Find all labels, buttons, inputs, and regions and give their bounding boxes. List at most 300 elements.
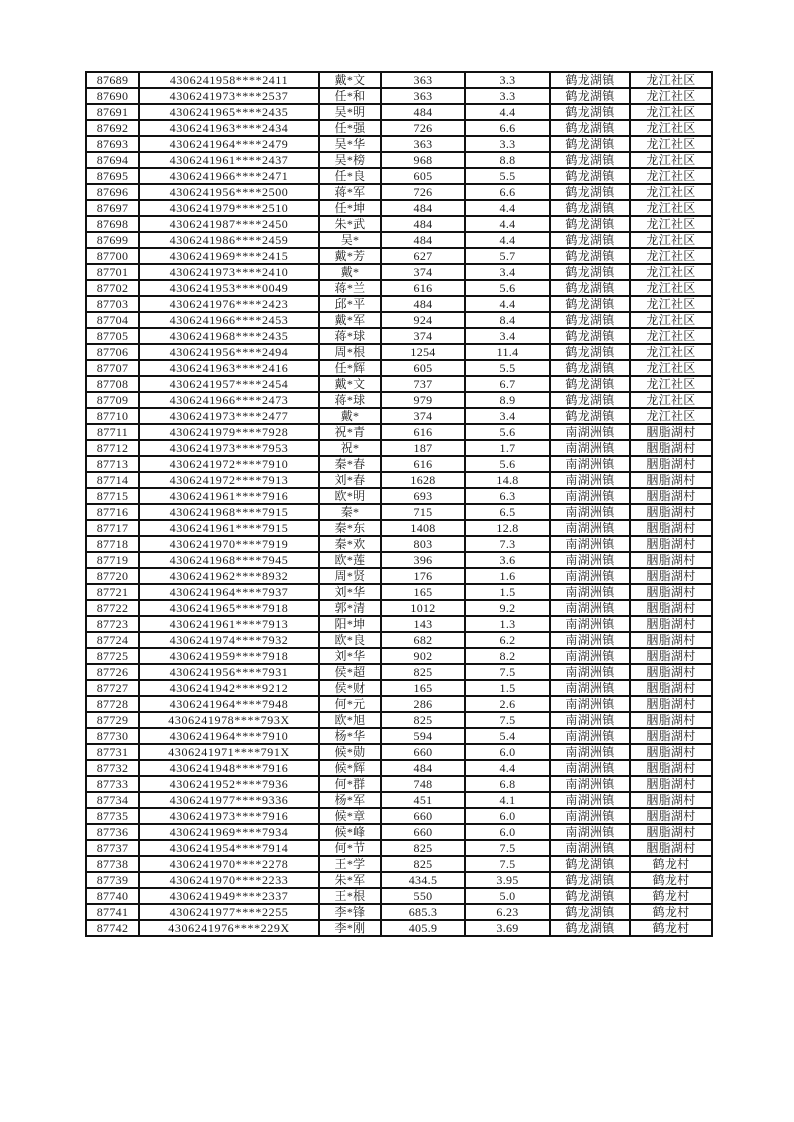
cell-town: 南湖洲镇 — [550, 664, 630, 680]
cell-town: 鹤龙湖镇 — [550, 184, 630, 200]
cell-town: 鹤龙湖镇 — [550, 376, 630, 392]
cell-id-number: 4306241956****2500 — [139, 184, 319, 200]
cell-amount: 176 — [381, 568, 465, 584]
cell-amount: 484 — [381, 216, 465, 232]
cell-town: 南湖洲镇 — [550, 440, 630, 456]
cell-rate: 3.4 — [465, 408, 550, 424]
table-row — [86, 344, 712, 360]
table-row — [86, 232, 712, 248]
cell-amount: 825 — [381, 712, 465, 728]
cell-rate: 4.4 — [465, 200, 550, 216]
cell-name: 吴*明 — [319, 104, 381, 120]
cell-amount: 286 — [381, 696, 465, 712]
cell-id-number: 4306241959****7918 — [139, 648, 319, 664]
cell-name: 戴* — [319, 408, 381, 424]
cell-id-number: 4306241971****791X — [139, 744, 319, 760]
cell-rate: 6.6 — [465, 120, 550, 136]
cell-town: 南湖洲镇 — [550, 504, 630, 520]
cell-amount: 726 — [381, 120, 465, 136]
cell-village: 胭脂湖村 — [630, 696, 712, 712]
cell-id-number: 4306241987****2450 — [139, 216, 319, 232]
cell-name: 郭*清 — [319, 600, 381, 616]
cell-amount: 825 — [381, 664, 465, 680]
table-row — [86, 440, 712, 456]
cell-name: 王*根 — [319, 888, 381, 904]
cell-record-no: 87721 — [86, 584, 139, 600]
cell-name: 任*良 — [319, 168, 381, 184]
cell-rate: 5.0 — [465, 888, 550, 904]
cell-rate: 5.6 — [465, 280, 550, 296]
cell-rate: 3.6 — [465, 552, 550, 568]
cell-id-number: 4306241973****7953 — [139, 440, 319, 456]
cell-village: 龙江社区 — [630, 248, 712, 264]
cell-rate: 4.4 — [465, 760, 550, 776]
cell-record-no: 87716 — [86, 504, 139, 520]
cell-id-number: 4306241954****7914 — [139, 840, 319, 856]
cell-amount: 616 — [381, 280, 465, 296]
cell-record-no: 87733 — [86, 776, 139, 792]
cell-town: 鹤龙湖镇 — [550, 296, 630, 312]
cell-id-number: 4306241953****0049 — [139, 280, 319, 296]
cell-record-no: 87707 — [86, 360, 139, 376]
cell-id-number: 4306241974****7932 — [139, 632, 319, 648]
cell-town: 南湖洲镇 — [550, 776, 630, 792]
cell-village: 胭脂湖村 — [630, 456, 712, 472]
cell-town: 鹤龙湖镇 — [550, 408, 630, 424]
cell-village: 龙江社区 — [630, 184, 712, 200]
cell-id-number: 4306241972****7910 — [139, 456, 319, 472]
cell-record-no: 87736 — [86, 824, 139, 840]
cell-town: 南湖洲镇 — [550, 536, 630, 552]
cell-amount: 1628 — [381, 472, 465, 488]
cell-name: 侯*超 — [319, 664, 381, 680]
cell-id-number: 4306241956****2494 — [139, 344, 319, 360]
cell-amount: 748 — [381, 776, 465, 792]
cell-amount: 627 — [381, 248, 465, 264]
cell-village: 龙江社区 — [630, 152, 712, 168]
cell-town: 南湖洲镇 — [550, 840, 630, 856]
cell-name: 朱*武 — [319, 216, 381, 232]
cell-name: 周*贤 — [319, 568, 381, 584]
cell-record-no: 87734 — [86, 792, 139, 808]
table-row — [86, 360, 712, 376]
table-row — [86, 680, 712, 696]
cell-rate: 4.4 — [465, 296, 550, 312]
cell-rate: 7.5 — [465, 840, 550, 856]
cell-record-no: 87741 — [86, 904, 139, 920]
cell-amount: 165 — [381, 584, 465, 600]
cell-name: 秦*东 — [319, 520, 381, 536]
cell-id-number: 4306241952****7936 — [139, 776, 319, 792]
cell-amount: 484 — [381, 760, 465, 776]
table-row — [86, 808, 712, 824]
cell-village: 龙江社区 — [630, 120, 712, 136]
cell-id-number: 4306241966****2471 — [139, 168, 319, 184]
cell-id-number: 4306241961****2437 — [139, 152, 319, 168]
table-row — [86, 200, 712, 216]
cell-record-no: 87742 — [86, 920, 139, 936]
cell-id-number: 4306241961****7916 — [139, 488, 319, 504]
table-row — [86, 584, 712, 600]
cell-amount: 484 — [381, 296, 465, 312]
cell-record-no: 87693 — [86, 136, 139, 152]
cell-name: 任*辉 — [319, 360, 381, 376]
cell-rate: 5.5 — [465, 168, 550, 184]
cell-name: 刘*春 — [319, 472, 381, 488]
table-row — [86, 472, 712, 488]
cell-town: 鹤龙湖镇 — [550, 152, 630, 168]
cell-amount: 550 — [381, 888, 465, 904]
cell-town: 南湖洲镇 — [550, 456, 630, 472]
cell-name: 吴*华 — [319, 136, 381, 152]
cell-id-number: 4306241976****2423 — [139, 296, 319, 312]
cell-village: 龙江社区 — [630, 344, 712, 360]
table-row — [86, 88, 712, 104]
cell-village: 龙江社区 — [630, 72, 712, 88]
cell-rate: 5.6 — [465, 424, 550, 440]
table-row — [86, 520, 712, 536]
cell-rate: 3.4 — [465, 328, 550, 344]
cell-name: 蒋*球 — [319, 392, 381, 408]
table-row — [86, 648, 712, 664]
cell-id-number: 4306241976****229X — [139, 920, 319, 936]
cell-village: 胭脂湖村 — [630, 648, 712, 664]
cell-name: 任*和 — [319, 88, 381, 104]
table-row — [86, 856, 712, 872]
cell-village: 龙江社区 — [630, 408, 712, 424]
cell-record-no: 87719 — [86, 552, 139, 568]
cell-name: 侯*财 — [319, 680, 381, 696]
cell-amount: 685.3 — [381, 904, 465, 920]
cell-id-number: 4306241979****2510 — [139, 200, 319, 216]
cell-record-no: 87691 — [86, 104, 139, 120]
table-row — [86, 216, 712, 232]
cell-id-number: 4306241962****8932 — [139, 568, 319, 584]
cell-name: 戴*文 — [319, 376, 381, 392]
cell-id-number: 4306241963****2434 — [139, 120, 319, 136]
cell-id-number: 4306241968****7945 — [139, 552, 319, 568]
cell-id-number: 4306241973****2410 — [139, 264, 319, 280]
cell-village: 胭脂湖村 — [630, 824, 712, 840]
table-row — [86, 760, 712, 776]
cell-rate: 1.7 — [465, 440, 550, 456]
cell-rate: 12.8 — [465, 520, 550, 536]
cell-record-no: 87720 — [86, 568, 139, 584]
cell-town: 鹤龙湖镇 — [550, 360, 630, 376]
cell-village: 龙江社区 — [630, 392, 712, 408]
cell-name: 阳*坤 — [319, 616, 381, 632]
cell-rate: 6.8 — [465, 776, 550, 792]
table-row — [86, 552, 712, 568]
cell-rate: 4.4 — [465, 232, 550, 248]
cell-record-no: 87696 — [86, 184, 139, 200]
table-row — [86, 872, 712, 888]
cell-town: 鹤龙湖镇 — [550, 248, 630, 264]
cell-record-no: 87690 — [86, 88, 139, 104]
cell-amount: 693 — [381, 488, 465, 504]
cell-name: 欧*旭 — [319, 712, 381, 728]
cell-village: 胭脂湖村 — [630, 520, 712, 536]
table-row — [86, 136, 712, 152]
cell-name: 李*刚 — [319, 920, 381, 936]
cell-town: 南湖洲镇 — [550, 616, 630, 632]
cell-town: 南湖洲镇 — [550, 488, 630, 504]
cell-name: 任*坤 — [319, 200, 381, 216]
cell-id-number: 4306241970****2233 — [139, 872, 319, 888]
cell-town: 南湖洲镇 — [550, 424, 630, 440]
cell-name: 候*峰 — [319, 824, 381, 840]
cell-village: 胭脂湖村 — [630, 760, 712, 776]
cell-record-no: 87740 — [86, 888, 139, 904]
cell-id-number: 4306241964****7937 — [139, 584, 319, 600]
cell-village: 龙江社区 — [630, 328, 712, 344]
cell-town: 南湖洲镇 — [550, 584, 630, 600]
cell-rate: 1.5 — [465, 680, 550, 696]
cell-record-no: 87701 — [86, 264, 139, 280]
cell-amount: 484 — [381, 232, 465, 248]
cell-id-number: 4306241949****2337 — [139, 888, 319, 904]
cell-id-number: 4306241973****2477 — [139, 408, 319, 424]
cell-rate: 3.95 — [465, 872, 550, 888]
cell-amount: 737 — [381, 376, 465, 392]
cell-village: 鹤龙村 — [630, 920, 712, 936]
table-row — [86, 888, 712, 904]
cell-record-no: 87705 — [86, 328, 139, 344]
cell-village: 龙江社区 — [630, 88, 712, 104]
cell-village: 胭脂湖村 — [630, 728, 712, 744]
cell-id-number: 4306241964****7948 — [139, 696, 319, 712]
cell-amount: 825 — [381, 840, 465, 856]
table-row — [86, 904, 712, 920]
cell-rate: 4.1 — [465, 792, 550, 808]
cell-id-number: 4306241964****2479 — [139, 136, 319, 152]
cell-amount: 1254 — [381, 344, 465, 360]
cell-town: 鹤龙湖镇 — [550, 280, 630, 296]
cell-name: 秦*春 — [319, 456, 381, 472]
cell-town: 南湖洲镇 — [550, 760, 630, 776]
cell-rate: 7.5 — [465, 856, 550, 872]
cell-id-number: 4306241961****7915 — [139, 520, 319, 536]
cell-town: 鹤龙湖镇 — [550, 264, 630, 280]
cell-town: 鹤龙湖镇 — [550, 136, 630, 152]
cell-name: 戴*文 — [319, 72, 381, 88]
table-row — [86, 840, 712, 856]
cell-town: 南湖洲镇 — [550, 792, 630, 808]
cell-id-number: 4306241966****2473 — [139, 392, 319, 408]
cell-town: 鹤龙湖镇 — [550, 232, 630, 248]
cell-record-no: 87729 — [86, 712, 139, 728]
cell-village: 龙江社区 — [630, 232, 712, 248]
cell-id-number: 4306241958****2411 — [139, 72, 319, 88]
cell-amount: 660 — [381, 824, 465, 840]
cell-rate: 3.69 — [465, 920, 550, 936]
cell-id-number: 4306241969****7934 — [139, 824, 319, 840]
cell-village: 胭脂湖村 — [630, 600, 712, 616]
cell-village: 龙江社区 — [630, 264, 712, 280]
cell-name: 何*元 — [319, 696, 381, 712]
table-row — [86, 728, 712, 744]
cell-record-no: 87708 — [86, 376, 139, 392]
cell-name: 欧*莲 — [319, 552, 381, 568]
table-row — [86, 792, 712, 808]
cell-id-number: 4306241965****2435 — [139, 104, 319, 120]
cell-village: 胭脂湖村 — [630, 792, 712, 808]
cell-amount: 484 — [381, 104, 465, 120]
cell-town: 南湖洲镇 — [550, 808, 630, 824]
cell-rate: 6.5 — [465, 504, 550, 520]
cell-name: 戴*军 — [319, 312, 381, 328]
cell-town: 鹤龙湖镇 — [550, 120, 630, 136]
cell-record-no: 87711 — [86, 424, 139, 440]
cell-id-number: 4306241942****9212 — [139, 680, 319, 696]
cell-town: 南湖洲镇 — [550, 632, 630, 648]
cell-amount: 726 — [381, 184, 465, 200]
cell-id-number: 4306241973****2537 — [139, 88, 319, 104]
cell-record-no: 87732 — [86, 760, 139, 776]
cell-id-number: 4306241969****2415 — [139, 248, 319, 264]
cell-record-no: 87722 — [86, 600, 139, 616]
table-row — [86, 568, 712, 584]
cell-name: 杨*华 — [319, 728, 381, 744]
cell-name: 吴* — [319, 232, 381, 248]
table-row — [86, 120, 712, 136]
cell-town: 鹤龙湖镇 — [550, 168, 630, 184]
cell-rate: 7.3 — [465, 536, 550, 552]
table-row — [86, 248, 712, 264]
cell-village: 胭脂湖村 — [630, 744, 712, 760]
cell-rate: 8.9 — [465, 392, 550, 408]
cell-village: 胭脂湖村 — [630, 504, 712, 520]
cell-rate: 6.0 — [465, 808, 550, 824]
cell-record-no: 87704 — [86, 312, 139, 328]
cell-id-number: 4306241968****2435 — [139, 328, 319, 344]
cell-name: 祝*青 — [319, 424, 381, 440]
table-row — [86, 632, 712, 648]
records-table — [85, 71, 713, 937]
cell-id-number: 4306241963****2416 — [139, 360, 319, 376]
cell-record-no: 87710 — [86, 408, 139, 424]
table-row — [86, 488, 712, 504]
cell-village: 胭脂湖村 — [630, 536, 712, 552]
cell-amount: 825 — [381, 856, 465, 872]
cell-rate: 6.23 — [465, 904, 550, 920]
cell-village: 龙江社区 — [630, 104, 712, 120]
cell-name: 刘*华 — [319, 584, 381, 600]
cell-record-no: 87730 — [86, 728, 139, 744]
table-row — [86, 264, 712, 280]
table-row — [86, 72, 712, 88]
cell-town: 鹤龙湖镇 — [550, 344, 630, 360]
cell-id-number: 4306241972****7913 — [139, 472, 319, 488]
cell-village: 胭脂湖村 — [630, 584, 712, 600]
cell-village: 胭脂湖村 — [630, 616, 712, 632]
table-row — [86, 104, 712, 120]
cell-record-no: 87698 — [86, 216, 139, 232]
cell-village: 鹤龙村 — [630, 904, 712, 920]
cell-village: 胭脂湖村 — [630, 488, 712, 504]
cell-amount: 363 — [381, 88, 465, 104]
cell-id-number: 4306241979****7928 — [139, 424, 319, 440]
cell-amount: 605 — [381, 168, 465, 184]
cell-rate: 8.4 — [465, 312, 550, 328]
cell-record-no: 87724 — [86, 632, 139, 648]
cell-amount: 715 — [381, 504, 465, 520]
cell-town: 鹤龙湖镇 — [550, 872, 630, 888]
cell-name: 戴*芳 — [319, 248, 381, 264]
cell-village: 胭脂湖村 — [630, 840, 712, 856]
cell-village: 鹤龙村 — [630, 856, 712, 872]
cell-town: 鹤龙湖镇 — [550, 72, 630, 88]
cell-amount: 484 — [381, 200, 465, 216]
cell-village: 胭脂湖村 — [630, 664, 712, 680]
cell-town: 南湖洲镇 — [550, 712, 630, 728]
cell-amount: 187 — [381, 440, 465, 456]
cell-village: 龙江社区 — [630, 168, 712, 184]
cell-village: 胭脂湖村 — [630, 680, 712, 696]
cell-rate: 3.3 — [465, 72, 550, 88]
cell-rate: 2.6 — [465, 696, 550, 712]
cell-record-no: 87738 — [86, 856, 139, 872]
cell-amount: 924 — [381, 312, 465, 328]
cell-amount: 374 — [381, 328, 465, 344]
cell-town: 南湖洲镇 — [550, 568, 630, 584]
cell-record-no: 87700 — [86, 248, 139, 264]
cell-rate: 6.0 — [465, 744, 550, 760]
cell-record-no: 87714 — [86, 472, 139, 488]
cell-record-no: 87692 — [86, 120, 139, 136]
cell-name: 蒋*球 — [319, 328, 381, 344]
cell-record-no: 87706 — [86, 344, 139, 360]
cell-name: 邱*平 — [319, 296, 381, 312]
cell-record-no: 87699 — [86, 232, 139, 248]
table-row — [86, 184, 712, 200]
cell-amount: 396 — [381, 552, 465, 568]
cell-rate: 1.6 — [465, 568, 550, 584]
cell-name: 杨*军 — [319, 792, 381, 808]
cell-record-no: 87702 — [86, 280, 139, 296]
cell-id-number: 4306241973****7916 — [139, 808, 319, 824]
cell-name: 欧*良 — [319, 632, 381, 648]
cell-rate: 4.4 — [465, 104, 550, 120]
cell-town: 鹤龙湖镇 — [550, 920, 630, 936]
cell-amount: 363 — [381, 136, 465, 152]
cell-rate: 8.2 — [465, 648, 550, 664]
cell-amount: 605 — [381, 360, 465, 376]
cell-town: 鹤龙湖镇 — [550, 392, 630, 408]
cell-name: 刘*华 — [319, 648, 381, 664]
table-row — [86, 456, 712, 472]
table-row — [86, 712, 712, 728]
table-row — [86, 312, 712, 328]
cell-rate: 8.8 — [465, 152, 550, 168]
cell-village: 胭脂湖村 — [630, 776, 712, 792]
cell-town: 鹤龙湖镇 — [550, 904, 630, 920]
cell-name: 何*群 — [319, 776, 381, 792]
cell-rate: 3.3 — [465, 136, 550, 152]
cell-rate: 7.5 — [465, 664, 550, 680]
cell-record-no: 87689 — [86, 72, 139, 88]
cell-id-number: 4306241948****7916 — [139, 760, 319, 776]
table-row — [86, 824, 712, 840]
cell-id-number: 4306241961****7913 — [139, 616, 319, 632]
table-row — [86, 696, 712, 712]
cell-id-number: 4306241978****793X — [139, 712, 319, 728]
cell-name: 祝* — [319, 440, 381, 456]
cell-record-no: 87709 — [86, 392, 139, 408]
cell-village: 胭脂湖村 — [630, 552, 712, 568]
cell-record-no: 87718 — [86, 536, 139, 552]
cell-amount: 374 — [381, 264, 465, 280]
